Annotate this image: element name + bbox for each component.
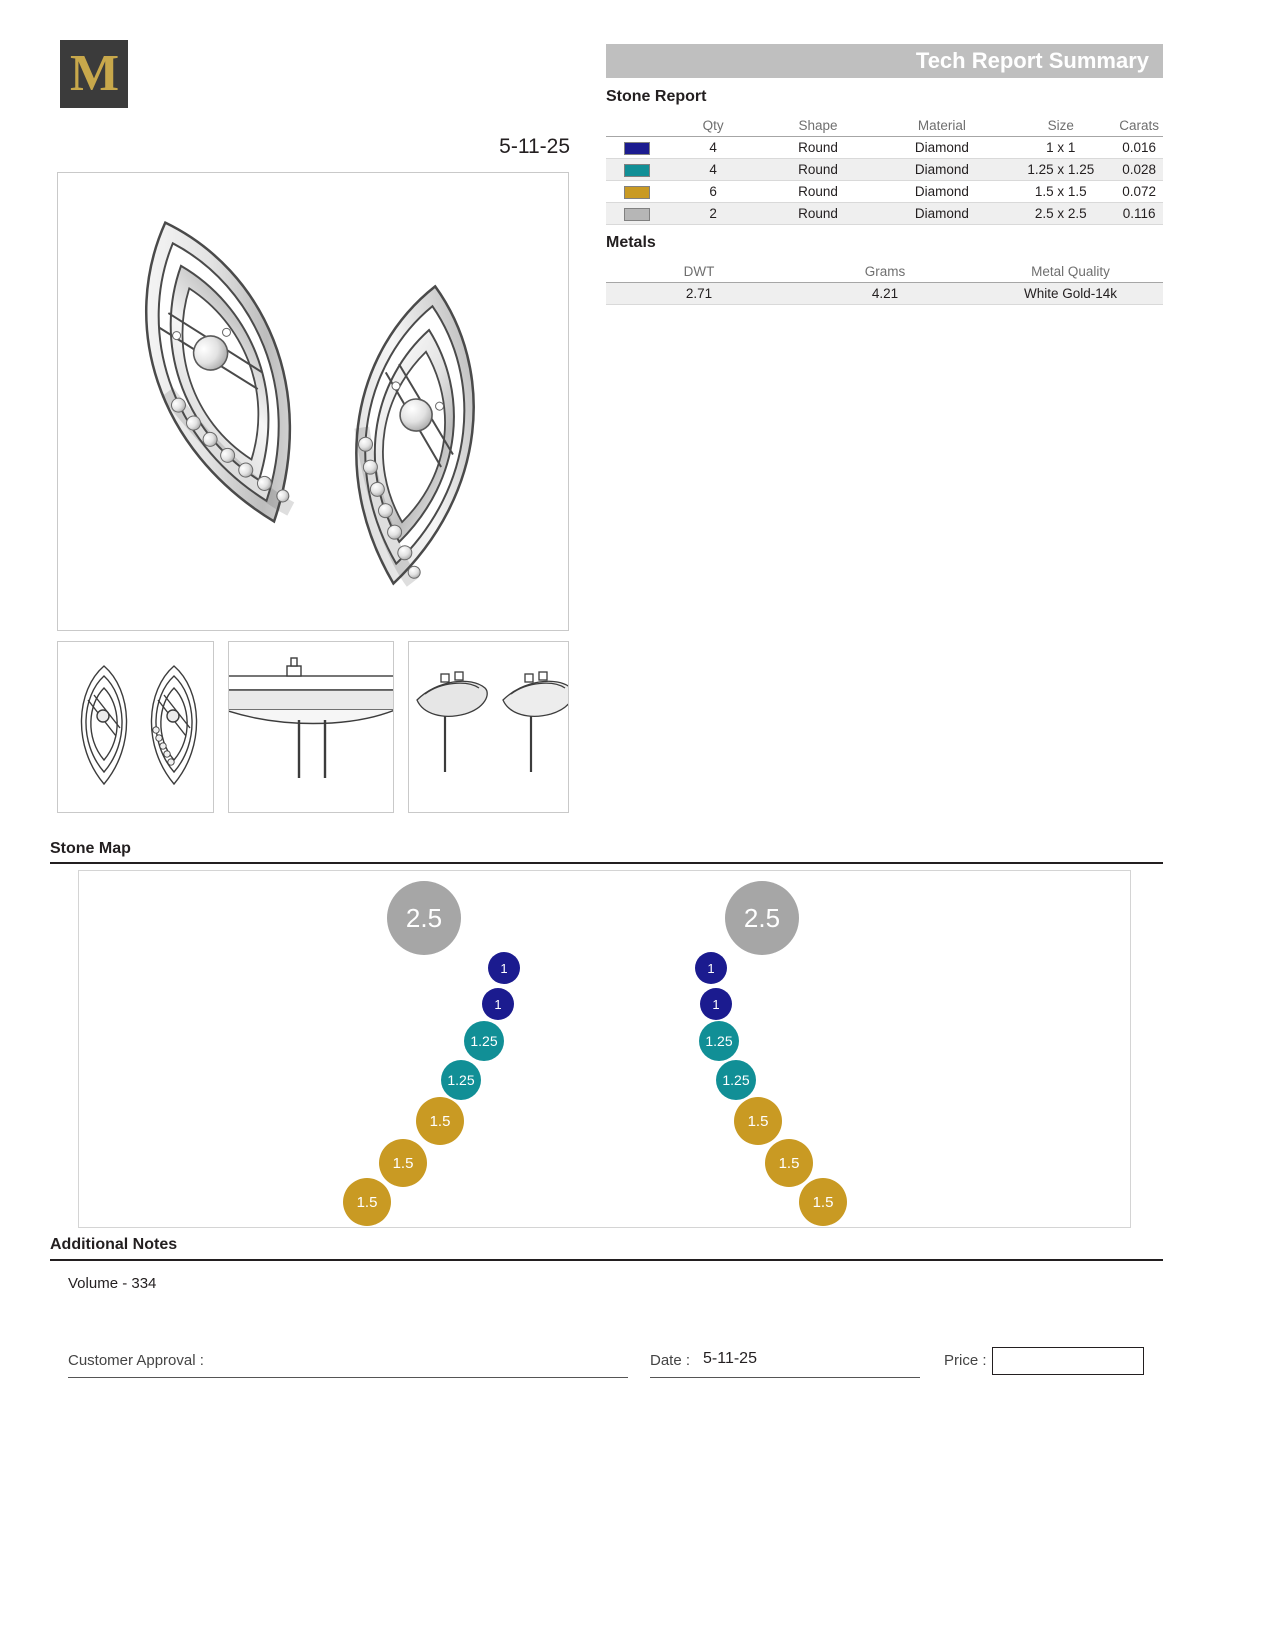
date-line bbox=[650, 1377, 920, 1378]
side-view-svg bbox=[229, 642, 393, 812]
stone-marker: 1 bbox=[700, 988, 732, 1020]
additional-notes-divider bbox=[50, 1259, 1163, 1261]
stone-marker: 2.5 bbox=[387, 881, 461, 955]
stone-carats: 0.072 bbox=[1115, 181, 1163, 203]
logo-letter-icon: M bbox=[69, 45, 119, 102]
col-carats: Carats bbox=[1115, 115, 1163, 137]
stone-map-canvas bbox=[78, 870, 1131, 1228]
stone-marker: 1.25 bbox=[441, 1060, 481, 1100]
stone-color-cell bbox=[606, 137, 668, 159]
earrings-render-svg bbox=[58, 173, 569, 631]
stone-marker: 1.25 bbox=[464, 1021, 504, 1061]
stone-marker: 1.5 bbox=[416, 1097, 464, 1145]
stone-carats: 0.016 bbox=[1115, 137, 1163, 159]
stone-marker: 1 bbox=[488, 952, 520, 984]
date-value: 5-11-25 bbox=[703, 1350, 757, 1367]
stone-marker: 1 bbox=[695, 952, 727, 984]
customer-approval-line[interactable] bbox=[68, 1377, 628, 1378]
table-row bbox=[606, 159, 1163, 181]
customer-approval-label: Customer Approval : bbox=[68, 1352, 204, 1369]
thumbnail-side-view[interactable] bbox=[228, 641, 393, 813]
stone-marker: 1.5 bbox=[765, 1139, 813, 1187]
col-material: Material bbox=[877, 115, 1006, 137]
metal-dwt: 2.71 bbox=[606, 283, 792, 305]
stone-size: 1.25 x 1.25 bbox=[1006, 159, 1115, 181]
table-row bbox=[606, 283, 1163, 305]
metals-table bbox=[606, 261, 1163, 305]
stone-material: Diamond bbox=[877, 181, 1006, 203]
stone-color-cell bbox=[606, 159, 668, 181]
table-row bbox=[606, 203, 1163, 225]
stone-marker: 1.25 bbox=[716, 1060, 756, 1100]
price-input[interactable] bbox=[992, 1347, 1144, 1375]
table-row bbox=[606, 137, 1163, 159]
stone-marker: 1.5 bbox=[734, 1097, 782, 1145]
stone-shape: Round bbox=[759, 137, 878, 159]
stone-shape: Round bbox=[759, 203, 878, 225]
color-swatch bbox=[624, 142, 650, 155]
stone-map-title: Stone Map bbox=[50, 840, 131, 857]
col-metal-quality: Metal Quality bbox=[978, 261, 1163, 283]
stone-report-title: Stone Report bbox=[606, 88, 707, 105]
col-shape: Shape bbox=[759, 115, 878, 137]
main-product-image bbox=[57, 172, 569, 631]
perspective-views-svg bbox=[409, 642, 569, 812]
stone-shape: Round bbox=[759, 159, 878, 181]
stone-qty: 2 bbox=[668, 203, 759, 225]
stone-map-divider bbox=[50, 862, 1163, 864]
additional-notes-title: Additional Notes bbox=[50, 1236, 178, 1253]
thumbnail-row bbox=[57, 641, 569, 813]
color-swatch bbox=[624, 208, 650, 221]
stone-marker: 1.5 bbox=[343, 1178, 391, 1226]
stone-material: Diamond bbox=[877, 137, 1006, 159]
stone-marker: 1.25 bbox=[699, 1021, 739, 1061]
front-view-svg bbox=[58, 642, 214, 812]
stone-carats: 0.116 bbox=[1115, 203, 1163, 225]
date-label: Date : bbox=[650, 1352, 691, 1369]
stone-shape: Round bbox=[759, 181, 878, 203]
col-color bbox=[606, 115, 668, 137]
stone-size: 2.5 x 2.5 bbox=[1006, 203, 1115, 225]
design-date-label: 5-11-25 bbox=[499, 135, 570, 158]
stone-report-header-row bbox=[606, 115, 1163, 137]
color-swatch bbox=[624, 186, 650, 199]
metals-title: Metals bbox=[606, 234, 656, 251]
stone-color-cell bbox=[606, 203, 668, 225]
table-row bbox=[606, 181, 1163, 203]
stone-size: 1 x 1 bbox=[1006, 137, 1115, 159]
stone-marker: 1.5 bbox=[799, 1178, 847, 1226]
thumbnail-perspective-views[interactable] bbox=[408, 641, 569, 813]
col-size: Size bbox=[1006, 115, 1115, 137]
stone-carats: 0.028 bbox=[1115, 159, 1163, 181]
col-dwt: DWT bbox=[606, 261, 792, 283]
metal-quality: White Gold-14k bbox=[978, 283, 1163, 305]
stone-qty: 6 bbox=[668, 181, 759, 203]
stone-qty: 4 bbox=[668, 159, 759, 181]
stone-color-cell bbox=[606, 181, 668, 203]
stone-marker: 1 bbox=[482, 988, 514, 1020]
color-swatch bbox=[624, 164, 650, 177]
thumbnail-front-view[interactable] bbox=[57, 641, 214, 813]
stone-material: Diamond bbox=[877, 203, 1006, 225]
metals-header-row bbox=[606, 261, 1163, 283]
stone-report-table bbox=[606, 115, 1163, 225]
tech-report-header: Tech Report Summary bbox=[606, 44, 1163, 78]
price-label: Price : bbox=[944, 1352, 987, 1369]
additional-notes-body: Volume - 334 bbox=[68, 1275, 157, 1292]
stone-marker: 1.5 bbox=[379, 1139, 427, 1187]
stone-material: Diamond bbox=[877, 159, 1006, 181]
stone-size: 1.5 x 1.5 bbox=[1006, 181, 1115, 203]
stone-marker: 2.5 bbox=[725, 881, 799, 955]
stone-qty: 4 bbox=[668, 137, 759, 159]
metal-grams: 4.21 bbox=[792, 283, 978, 305]
company-logo bbox=[60, 40, 128, 108]
col-qty: Qty bbox=[668, 115, 759, 137]
col-grams: Grams bbox=[792, 261, 978, 283]
